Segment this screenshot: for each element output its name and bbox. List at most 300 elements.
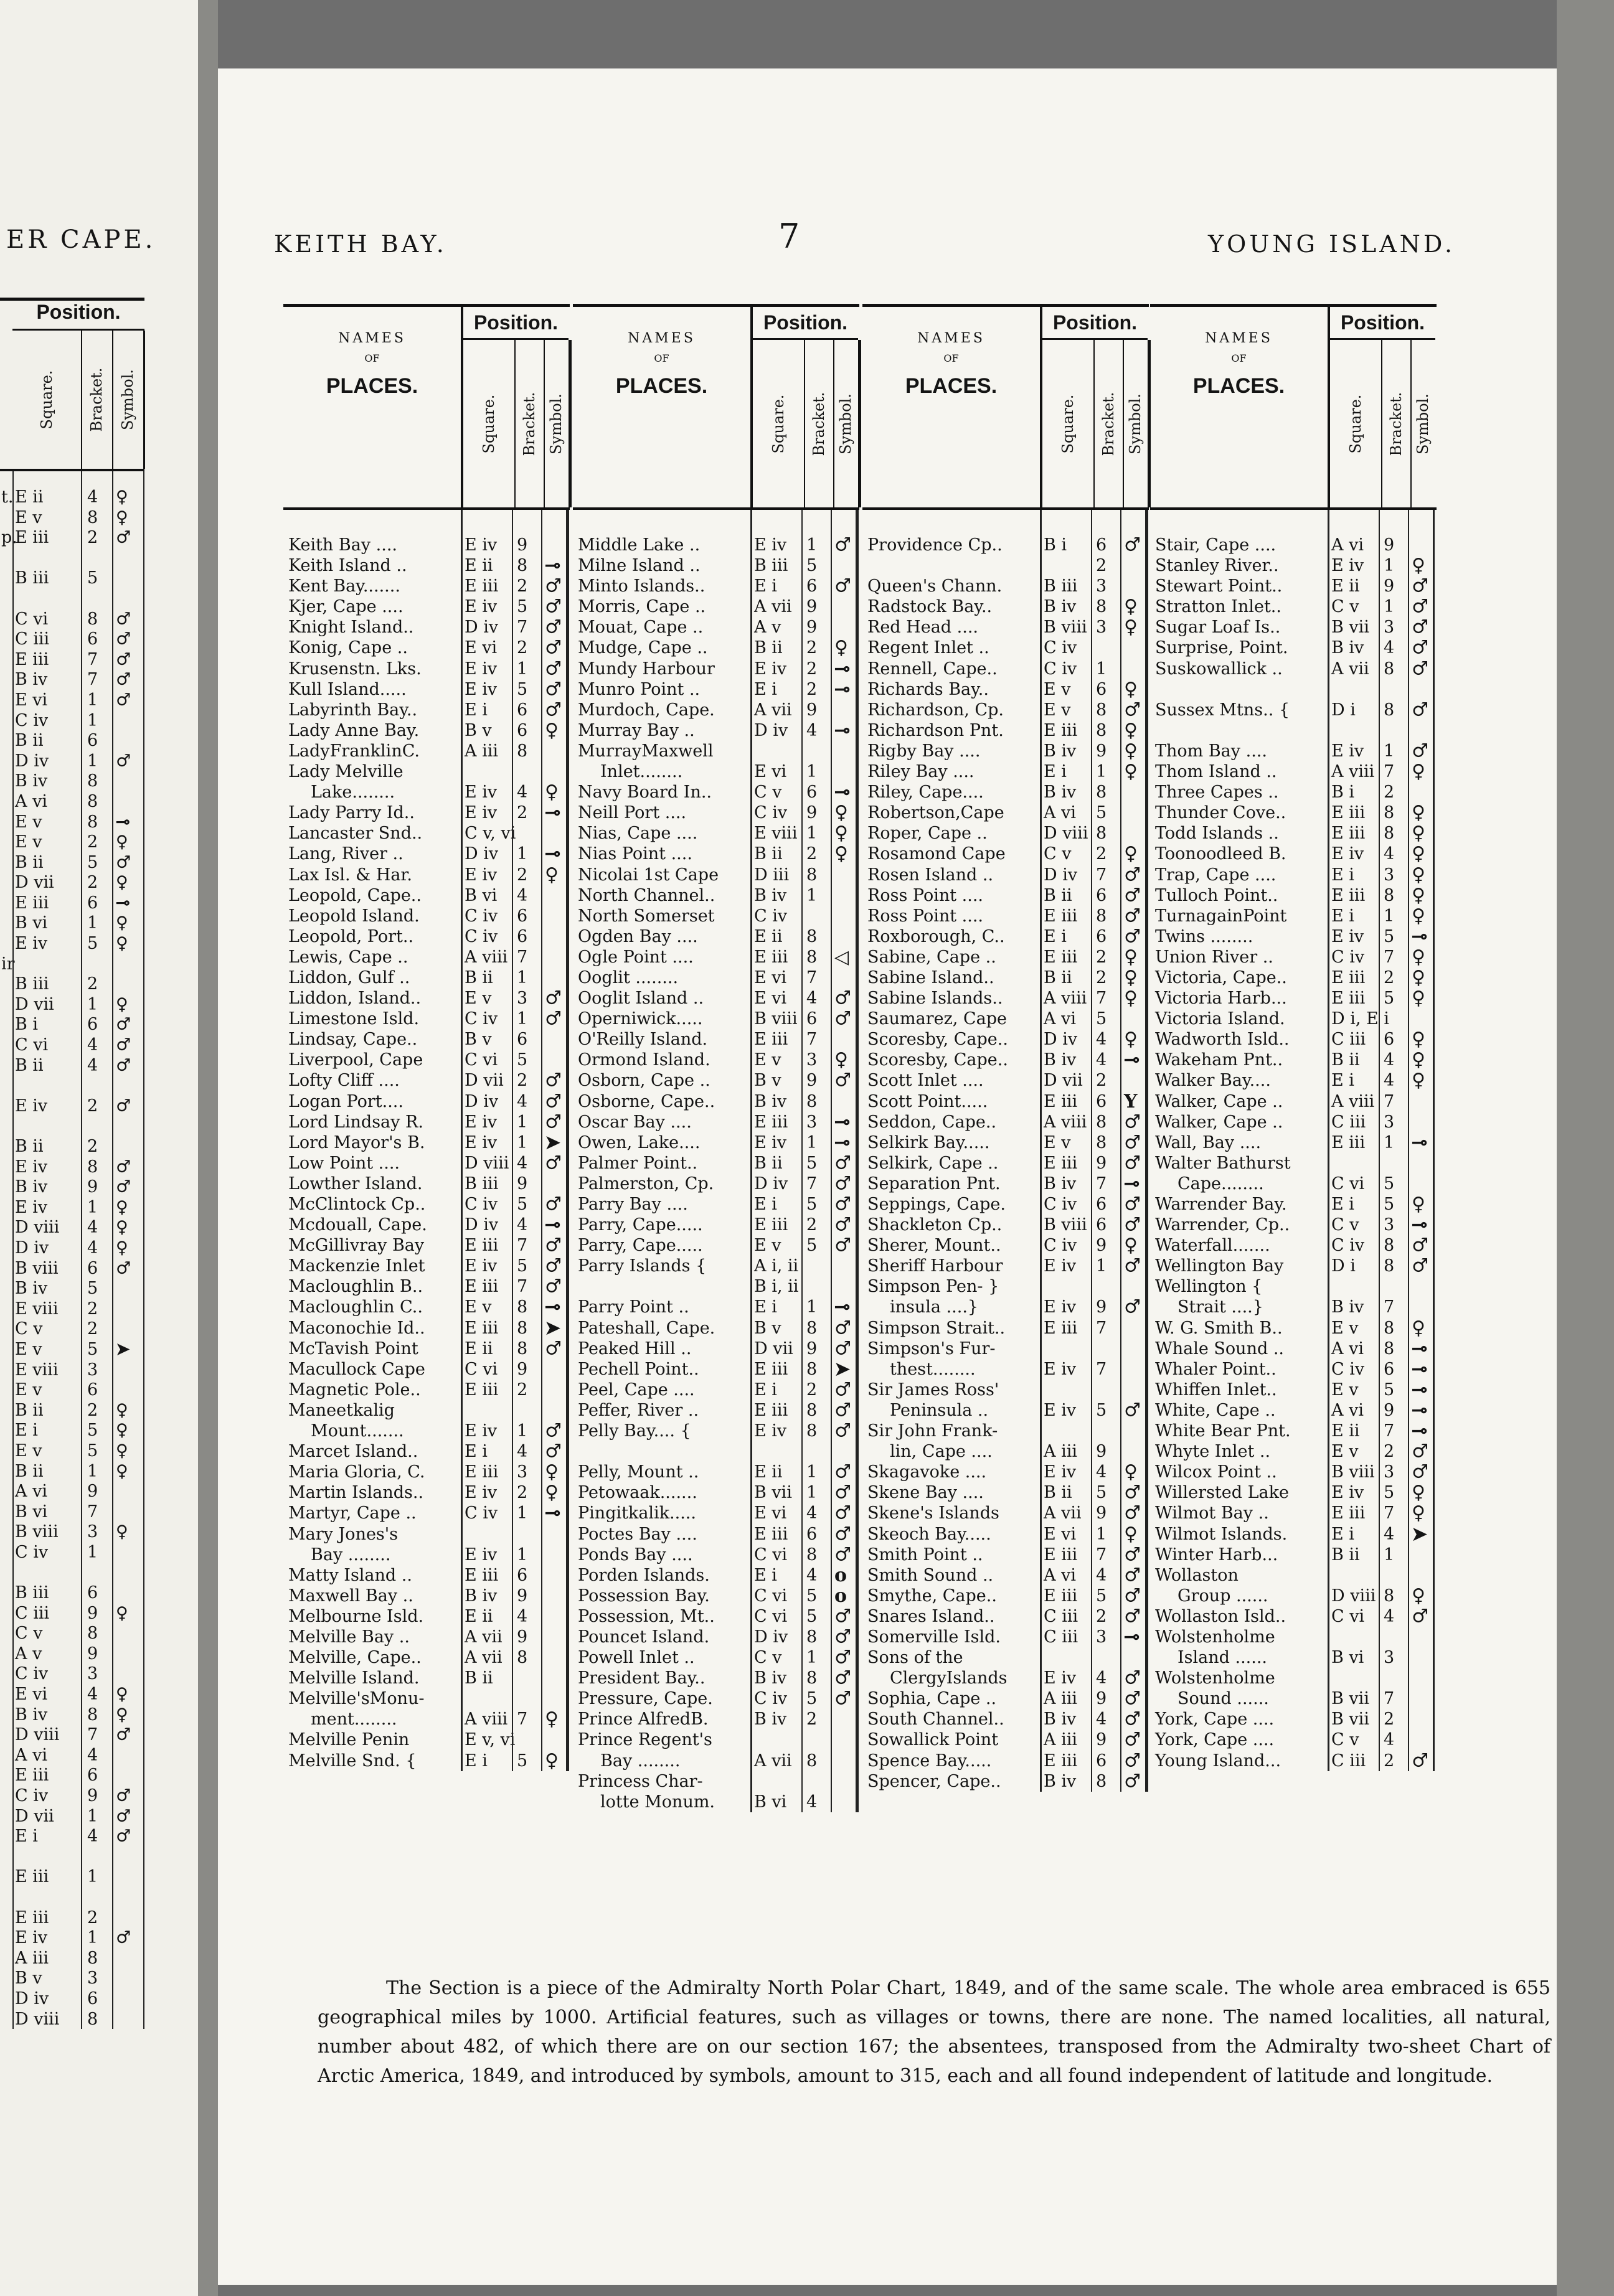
bracket-cell: 8 — [1384, 824, 1395, 844]
table-row — [283, 1586, 570, 1606]
prev-table-row — [0, 1014, 144, 1035]
symbol-cell: Y — [1124, 1090, 1138, 1113]
place-name-cell: Group ...... — [1177, 1586, 1268, 1606]
symbol-cell: ⊸ — [1412, 925, 1428, 948]
table-row — [862, 1174, 1149, 1194]
prev-cell: 4 — [87, 1035, 98, 1055]
table-row — [283, 988, 570, 1009]
place-name-cell: Warrender Bay. — [1155, 1195, 1287, 1214]
table-row — [1150, 1009, 1437, 1029]
prev-table-row — [0, 1339, 144, 1360]
prev-cell: B vi — [15, 1502, 48, 1522]
prev-cell: ♂ — [116, 649, 131, 669]
bracket-cell: 6 — [1096, 1195, 1107, 1214]
bracket-cell: 8 — [806, 926, 818, 946]
prev-cell: C iv — [15, 1542, 49, 1562]
symbol-cell: ⊸ — [1412, 1378, 1428, 1401]
place-name-cell: Sabine Island.. — [867, 967, 994, 987]
bracket-cell: 6 — [1096, 1091, 1107, 1111]
place-name-cell: Melbourne Isld. — [288, 1606, 424, 1626]
place-name-cell: Melville Penin — [288, 1730, 410, 1750]
bracket-cell: 4 — [1096, 1462, 1107, 1482]
symbol-cell: ♂ — [834, 1193, 851, 1215]
table-row — [573, 1235, 859, 1256]
bracket-cell: 2 — [517, 1483, 528, 1503]
prev-table-row — [0, 2009, 144, 2030]
table-row — [1150, 926, 1437, 947]
symbol-cell: ♂ — [834, 1647, 851, 1669]
bracket-cell: 8 — [1096, 1771, 1107, 1791]
symbol-cell: ➤ — [1412, 1523, 1428, 1545]
prev-cell: D iv — [15, 1238, 49, 1258]
square-cell: C iv — [1044, 638, 1077, 658]
symbol-cell: ♂ — [1124, 1193, 1141, 1215]
place-name-cell: McClintock Cp.. — [288, 1195, 426, 1214]
bracket-cell: 6 — [517, 1565, 528, 1585]
square-header: Square. — [1347, 394, 1364, 453]
prev-cell: 8 — [87, 1948, 98, 1968]
bracket-cell: 9 — [806, 700, 818, 720]
prev-cell: 7 — [87, 649, 98, 669]
symbol-cell: ♂ — [545, 1193, 562, 1215]
symbol-cell: ♀ — [545, 1461, 559, 1484]
prev-cell: ♂ — [116, 1157, 131, 1177]
prev-cell: ♂ — [116, 1258, 131, 1278]
table-row — [283, 865, 570, 885]
column-rule — [856, 510, 859, 1812]
table-row — [573, 782, 859, 802]
symbol-cell: ♂ — [545, 1152, 562, 1174]
bracket-cell: 5 — [806, 1689, 818, 1709]
bracket-cell: 1 — [806, 1648, 818, 1668]
square-cell: D viii — [1331, 1586, 1376, 1606]
prev-table-row — [0, 1806, 144, 1827]
symbol-cell: ♂ — [834, 1008, 851, 1030]
place-name-cell: Ooglit Island .. — [578, 989, 704, 1009]
square-cell: E iii — [465, 576, 499, 596]
table-row — [573, 1050, 859, 1070]
square-cell: E iv — [465, 659, 498, 679]
place-name-cell: Lake........ — [311, 783, 395, 802]
table-row — [573, 659, 859, 679]
bracket-cell: 7 — [517, 618, 528, 638]
symbol-cell: ⊸ — [1124, 1626, 1140, 1648]
bracket-cell: 3 — [1096, 618, 1107, 638]
place-name-cell: Whyte Inlet .. — [1155, 1442, 1271, 1462]
place-name-cell: Willersted Lake — [1155, 1483, 1289, 1503]
place-name-cell: Stratton Inlet.. — [1155, 597, 1281, 617]
table-row — [862, 1009, 1149, 1029]
bracket-cell: 1 — [517, 844, 528, 864]
bracket-cell: 2 — [1384, 967, 1395, 987]
table-row — [283, 638, 570, 658]
place-name-cell: Labyrinth Bay.. — [288, 700, 418, 720]
bracket-cell: 9 — [517, 1627, 528, 1647]
table-row — [862, 1091, 1149, 1112]
symbol-cell: ♂ — [1124, 534, 1141, 556]
prev-table-row — [0, 1238, 144, 1258]
symbol-cell: ♀ — [1124, 1523, 1138, 1545]
prev-cell: 9 — [87, 1177, 98, 1197]
prev-cell: B iii — [15, 974, 49, 994]
place-name-cell: Selkirk Bay..... — [867, 1132, 990, 1152]
table-row — [573, 1729, 859, 1750]
place-name-cell: Lindsay, Cape.. — [288, 1030, 418, 1050]
prev-cell: 4 — [87, 1745, 98, 1765]
prev-cell: 2 — [87, 1319, 98, 1339]
prev-cell: 9 — [87, 1603, 98, 1623]
symbol-cell: ♂ — [1124, 1502, 1141, 1525]
table-row — [283, 967, 570, 988]
prev-cell: 1 — [87, 1806, 98, 1826]
symbol-cell: ♀ — [1124, 740, 1138, 762]
table-row — [283, 885, 570, 906]
table-row — [1150, 906, 1437, 926]
symbol-cell: ♂ — [1412, 1461, 1428, 1484]
place-name-cell: Waterfall....... — [1155, 1236, 1270, 1256]
bracket-cell: 1 — [806, 762, 818, 782]
place-name-cell: Sir John Frank- — [867, 1421, 998, 1441]
symbol-cell: ♂ — [834, 1172, 851, 1195]
prev-table-row — [0, 872, 144, 893]
symbol-cell: ♂ — [545, 987, 562, 1010]
bracket-cell: 9 — [1096, 1730, 1107, 1750]
prev-cell: D viii — [15, 1218, 60, 1238]
table-row — [283, 1091, 570, 1112]
square-cell: A vii — [754, 700, 792, 720]
bracket-cell: 4 — [517, 1442, 528, 1462]
bracket-cell: 2 — [806, 1215, 818, 1235]
bracket-cell: 3 — [1096, 576, 1107, 596]
place-name-cell: Maxwell Bay .. — [288, 1586, 413, 1606]
square-cell: B ii — [1044, 885, 1072, 905]
bracket-cell: 4 — [806, 1565, 818, 1585]
table-row — [283, 1545, 570, 1565]
place-name-cell: Maconochie Id.. — [288, 1318, 425, 1338]
column-rule — [1145, 510, 1148, 1792]
place-name-cell: Melville, Cape.. — [288, 1648, 422, 1668]
bracket-cell: 5 — [806, 1606, 818, 1626]
table-row — [573, 1380, 859, 1400]
prev-cell: B iv — [15, 1705, 48, 1724]
bracket-cell: 2 — [1096, 967, 1107, 987]
symbol-cell: ♂ — [1124, 1399, 1141, 1421]
symbol-cell: ♂ — [1124, 1296, 1141, 1319]
table-row — [1150, 720, 1437, 741]
prev-cell: D vii — [15, 873, 54, 893]
bracket-cell: 2 — [806, 679, 818, 699]
place-name-cell: Spencer, Cape.. — [867, 1771, 1001, 1791]
place-name-cell: Liddon, Island.. — [288, 989, 422, 1009]
place-name-cell: South Channel.. — [867, 1710, 1004, 1729]
table-row — [1150, 1194, 1437, 1215]
symbol-cell: ⊸ — [1412, 1420, 1428, 1442]
bracket-cell: 6 — [517, 926, 528, 946]
prev-cell: 1 — [87, 913, 98, 933]
place-name-cell: Roxborough, C.. — [867, 926, 1005, 946]
place-name-cell: Neill Port .... — [578, 803, 687, 823]
place-name-cell: Three Capes .. — [1155, 783, 1279, 802]
bracket-cell: 9 — [517, 535, 528, 555]
bracket-cell: 4 — [517, 885, 528, 905]
table-row — [862, 1647, 1149, 1668]
square-cell: B iv — [1044, 783, 1077, 802]
bracket-cell: 9 — [1384, 576, 1395, 596]
prev-table-row — [0, 1542, 144, 1563]
table-row — [862, 1070, 1149, 1091]
square-cell: E i — [1331, 865, 1354, 885]
square-cell: E iv — [1044, 1400, 1077, 1420]
bracket-cell: 2 — [1384, 783, 1395, 802]
square-cell: B ii — [1331, 1545, 1360, 1564]
table-row — [1150, 638, 1437, 658]
bracket-cell: 4 — [1096, 1565, 1107, 1585]
place-name-cell: Liddon, Gulf .. — [288, 967, 410, 987]
square-header: Square. — [1059, 394, 1077, 453]
symbol-cell: ♂ — [545, 1337, 562, 1360]
prev-cell: ➤ — [116, 1339, 130, 1359]
place-name-cell: Mcdouall, Cape. — [288, 1215, 427, 1235]
square-cell: E iii — [465, 1462, 499, 1482]
prev-table-row — [0, 1786, 144, 1806]
symbol-cell: ♂ — [1124, 925, 1141, 948]
table-row — [283, 1380, 570, 1400]
prev-cell: ♂ — [116, 1786, 131, 1805]
table-row — [573, 1545, 859, 1565]
bracket-cell: 1 — [1384, 556, 1395, 576]
prev-cell: A vi — [15, 1482, 47, 1502]
table-row — [862, 947, 1149, 967]
square-cell: B vii — [1331, 618, 1369, 638]
symbol-cell: ♀ — [1412, 843, 1425, 865]
symbol-cell: ♂ — [1124, 1749, 1141, 1772]
place-name-cell: Walker Bay.... — [1155, 1071, 1271, 1091]
symbol-cell: ♂ — [834, 1543, 851, 1566]
prev-table-row — [0, 1420, 144, 1441]
table-row — [573, 865, 859, 885]
symbol-cell: ♂ — [1124, 1564, 1141, 1586]
place-name-cell: Lady Anne Bay. — [288, 720, 420, 740]
symbol-cell: ⊸ — [545, 802, 561, 824]
prev-table-row — [0, 1705, 144, 1725]
symbol-cell: ⊸ — [545, 1502, 561, 1525]
symbol-cell: ♂ — [834, 1626, 851, 1648]
column-rule — [512, 510, 513, 1771]
of-label: OF — [654, 352, 669, 364]
prev-table-row — [0, 568, 144, 588]
prev-table-row — [0, 771, 144, 791]
square-cell: B iv — [1044, 597, 1077, 617]
square-cell: E ii — [465, 1339, 493, 1358]
place-name-cell: Wolstenholme — [1155, 1668, 1275, 1688]
prev-cell: C v — [15, 1624, 43, 1644]
bracket-cell: 3 — [806, 1112, 818, 1132]
place-name-cell: Walker, Cape .. — [1155, 1112, 1283, 1132]
table-row — [283, 1276, 570, 1297]
square-cell: C iv — [1331, 1236, 1365, 1256]
prev-cell: D viii — [15, 1725, 60, 1745]
table-row — [573, 1462, 859, 1482]
symbol-cell: ♂ — [1412, 1235, 1428, 1257]
place-name-cell: Osborne, Cape.. — [578, 1091, 715, 1111]
place-name-cell: Operniwick..... — [578, 1009, 703, 1029]
square-cell: E i — [1331, 1195, 1354, 1214]
square-cell: E i — [754, 679, 777, 699]
place-name-cell: Liverpool, Cape — [288, 1050, 423, 1070]
place-name-cell: Surprise, Point. — [1155, 638, 1288, 658]
square-cell: B iii — [754, 556, 788, 576]
prev-position-header: Position. — [12, 301, 144, 331]
column-rule — [831, 510, 832, 1812]
place-name-cell: Thom Island .. — [1155, 762, 1277, 782]
bracket-cell: 3 — [1384, 1215, 1395, 1235]
place-name-cell: Skagavoke .... — [867, 1462, 987, 1482]
bracket-cell: 4 — [1384, 1071, 1395, 1091]
prev-cell: ♂ — [116, 528, 131, 548]
symbol-cell: ♂ — [545, 1008, 562, 1030]
bracket-cell: 9 — [1096, 741, 1107, 761]
square-cell: A iii — [1044, 1689, 1077, 1709]
square-cell: D vii — [754, 1339, 793, 1358]
square-cell: E iii — [465, 1565, 499, 1585]
place-name-cell: Victoria Island. — [1155, 1009, 1285, 1029]
bracket-cell: 1 — [806, 1483, 818, 1503]
table-row — [1150, 823, 1437, 844]
table-row — [862, 741, 1149, 761]
bracket-cell: 9 — [1096, 1503, 1107, 1523]
footnote: The Section is a piece of the Admiralty North Polar Chart, 1849, and of the same scale. The whole area embraced is 655 geographical miles by 1000. Artificial features, such as villages or towns, there are none. The named localities, all natural, number about 482, of which there are on our section 167; the absentees, transposed from the Admiralty two-sheet Chart of Arctic America, 1849, and introduced by symbols, amount to 315, each and all found independent of latitude and longitude. — [318, 1977, 1550, 2087]
symbol-cell: ⊸ — [1124, 1049, 1140, 1071]
prev-cell: 7 — [87, 670, 98, 690]
bracket-cell: 4 — [517, 1606, 528, 1626]
symbol-cell: ♂ — [1124, 1543, 1141, 1566]
symbol-cell: ♂ — [1412, 596, 1428, 618]
prev-cell: ♂ — [116, 670, 131, 690]
prev-table-row — [0, 588, 144, 609]
square-cell: D vii — [465, 1071, 504, 1091]
place-name-cell: Macloughlin B.. — [288, 1277, 423, 1297]
symbol-cell: ♂ — [834, 1317, 851, 1339]
bracket-cell: 6 — [1096, 535, 1107, 555]
prev-cell: E i — [15, 1827, 38, 1847]
symbol-cell: ♂ — [1124, 1152, 1141, 1174]
place-name-cell: W. G. Smith B.. — [1155, 1318, 1283, 1338]
symbol-cell: ♀ — [1412, 1502, 1425, 1525]
bracket-cell: 5 — [806, 1195, 818, 1214]
prev-cell: ♂ — [116, 1015, 131, 1035]
square-cell: E vi — [465, 638, 498, 658]
table-row — [573, 1441, 859, 1462]
table-row — [573, 1359, 859, 1380]
bracket-cell: 8 — [806, 1359, 818, 1379]
place-name-cell: President Bay.. — [578, 1668, 706, 1688]
bracket-cell: 4 — [1384, 1524, 1395, 1544]
prev-table-row — [0, 507, 144, 528]
symbol-cell: ♀ — [1412, 884, 1425, 906]
bracket-cell: 8 — [1096, 597, 1107, 617]
table-row — [862, 1318, 1149, 1339]
prev-cell: E iii — [15, 1766, 49, 1786]
symbol-cell: ♂ — [1412, 1749, 1428, 1772]
bracket-cell: 9 — [806, 618, 818, 638]
symbol-cell: ♀ — [1124, 761, 1138, 783]
square-cell: C vi — [754, 1545, 788, 1564]
table-row — [1150, 1400, 1437, 1421]
table-row — [573, 679, 859, 700]
place-name-cell: Saumarez, Cape — [867, 1009, 1007, 1029]
table-row — [283, 1647, 570, 1668]
symbol-cell: ⊸ — [834, 781, 851, 804]
bracket-cell: 5 — [1384, 926, 1395, 946]
place-name-cell: Red Head .... — [867, 618, 978, 638]
prev-cell: 5 — [87, 934, 98, 954]
symbol-cell: ♀ — [1412, 1049, 1425, 1071]
table-row — [1150, 1153, 1437, 1174]
bracket-cell: 8 — [1384, 885, 1395, 905]
place-name-cell: Providence Cp.. — [867, 535, 1003, 555]
table-row — [1150, 1441, 1437, 1462]
place-name-cell: Minto Islands.. — [578, 576, 706, 596]
square-cell: B vi — [754, 1792, 787, 1812]
symbol-cell: ⊸ — [834, 1131, 851, 1154]
symbol-cell: ⊸ — [545, 1296, 561, 1319]
symbol-cell: ♂ — [1124, 1708, 1141, 1731]
table-row — [862, 1627, 1149, 1647]
bracket-cell: 7 — [806, 1174, 818, 1193]
place-name-cell: Palmerston, Cp. — [578, 1174, 714, 1193]
symbol-cell: ♀ — [1124, 987, 1138, 1010]
table-row — [862, 1132, 1149, 1153]
prev-table-row — [0, 487, 144, 507]
table-row — [283, 535, 570, 555]
place-name-cell: Ponds Bay .... — [578, 1545, 693, 1564]
table-row — [573, 1070, 859, 1091]
table-row — [1150, 1070, 1437, 1091]
symbol-cell: ♀ — [1412, 1070, 1425, 1092]
table-row — [283, 1359, 570, 1380]
place-name-cell: Radstock Bay.. — [867, 597, 993, 617]
square-cell: E iv — [1331, 844, 1364, 864]
table-row — [862, 1359, 1149, 1380]
table-row — [862, 1194, 1149, 1215]
square-cell: E iii — [754, 1030, 788, 1050]
symbol-cell: ♀ — [834, 637, 848, 659]
table-row — [1150, 988, 1437, 1009]
table-row — [1150, 1256, 1437, 1276]
prev-cell: B i — [15, 1015, 39, 1035]
prev-cell: ♀ — [116, 1603, 128, 1623]
square-cell: B i — [1044, 535, 1067, 555]
table-row — [1150, 741, 1437, 761]
prev-cell: ♀ — [116, 1197, 128, 1217]
square-cell: E iv — [1331, 741, 1364, 761]
table-row — [862, 1297, 1149, 1317]
square-cell: C vi — [1331, 1174, 1365, 1193]
table-row — [573, 1297, 859, 1317]
bracket-cell: 1 — [517, 1421, 528, 1441]
square-cell: E v — [754, 1050, 781, 1070]
square-cell: B vi — [1331, 1648, 1364, 1668]
place-name-cell: Ross Point .... — [867, 885, 983, 905]
symbol-cell: ⊸ — [1412, 1214, 1428, 1236]
place-name-cell: Mouat, Cape .. — [578, 618, 704, 638]
place-name-cell: Parry, Cape..... — [578, 1215, 703, 1235]
bracket-cell: 9 — [806, 1339, 818, 1358]
symbol-cell: ♂ — [1124, 1255, 1141, 1277]
symbol-cell: ⊸ — [1124, 1172, 1140, 1195]
table-row — [1150, 576, 1437, 596]
place-name-cell: Sugar Loaf Is.. — [1155, 618, 1281, 638]
